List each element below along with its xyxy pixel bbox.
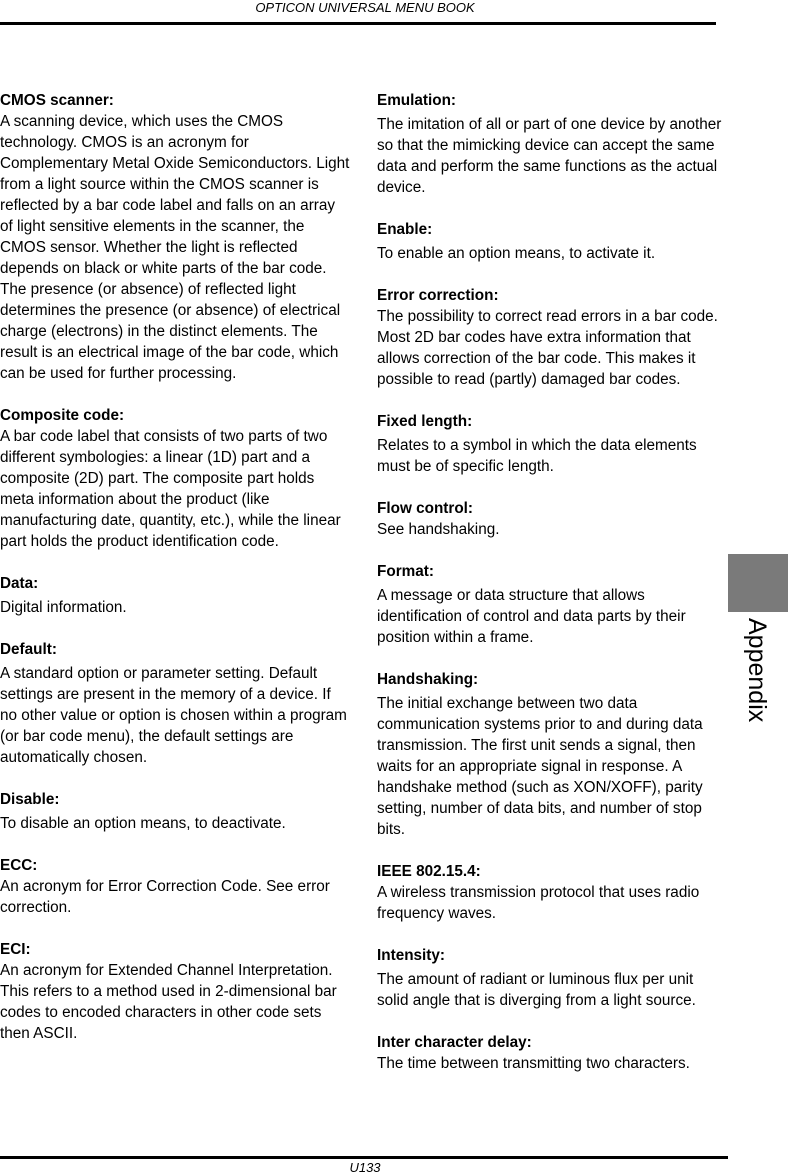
glossary-term: Format: — [377, 563, 434, 580]
glossary-entry-flow-control — [377, 498, 727, 540]
glossary-definition: The initial exchange between two data communication systems prior to and during data transmission. The first unit sends a signal, then waits for an appropriate signal in response. A handshake method (such as XON/XOFF), parity setting, number of data bits, and number of stop bits. — [377, 695, 703, 838]
glossary-term: IEEE 802.15.4: — [377, 863, 481, 880]
glossary-definition: An acronym for Error Correction Code. See error correction. — [0, 878, 330, 916]
glossary-term: Enable: — [377, 221, 433, 238]
glossary-entry-ieee-802-15-4 — [377, 861, 727, 924]
glossary-definition: Relates to a symbol in which the data elements must be of specific length. — [377, 437, 697, 475]
glossary-definition: A standard option or parameter setting. Default settings are present in the memory of a device. If no other value or option is chosen within a program (or bar code menu), the default settings are automatically chosen. — [0, 665, 347, 766]
glossary-term: Error correction: — [377, 287, 499, 304]
glossary-definition: To disable an option means, to deactivate. — [0, 815, 286, 832]
appendix-side-label: Appendix — [743, 618, 771, 723]
glossary-term: Intensity: — [377, 947, 445, 964]
glossary-entry-composite-code — [0, 405, 350, 552]
glossary-entry-intensity — [377, 945, 727, 1011]
glossary-term: Data: — [0, 575, 39, 592]
glossary-definition: An acronym for Extended Channel Interpretation. This refers to a method used in 2-dimensional bar codes to encoded characters in other code sets then ASCII. — [0, 962, 337, 1042]
glossary-right-column — [377, 90, 727, 1095]
glossary-term: Emulation: — [377, 92, 457, 109]
glossary-definition: The amount of radiant or luminous flux per unit solid angle that is diverging from a light source. — [377, 971, 696, 1009]
glossary-term: Fixed length: — [377, 413, 473, 430]
page-number: U133 — [349, 1160, 381, 1175]
glossary-definition: A bar code label that consists of two parts of two different symbologies: a linear (1D) part and a composite (2D) part. The composite part holds meta information about the product (like manufacturing date, quantity, etc.), while the linear part holds the product identification code. — [0, 428, 341, 550]
glossary-term: Inter character delay: — [377, 1034, 532, 1051]
glossary-definition: The possibility to correct read errors in a bar code. Most 2D bar codes have extra information that allows correction of the bar code. This makes it possible to read (partly) damaged bar codes. — [377, 308, 718, 388]
header-title: OPTICON UNIVERSAL MENU BOOK — [255, 0, 475, 15]
glossary-definition: The time between transmitting two characters. — [377, 1055, 690, 1072]
glossary-entry-data — [0, 573, 350, 618]
glossary-entry-handshaking — [377, 669, 727, 840]
glossary-definition: See handshaking. — [377, 521, 500, 538]
glossary-entry-ecc — [0, 855, 350, 918]
glossary-entry-error-correction — [377, 285, 727, 390]
glossary-entry-eci — [0, 939, 350, 1044]
glossary-term: CMOS scanner: — [0, 92, 114, 109]
glossary-term: Default: — [0, 641, 57, 658]
glossary-definition: The imitation of all or part of one device by another so that the mimicking device can accept the same data and perform the same functions as the actual device. — [377, 116, 722, 196]
glossary-definition: A wireless transmission protocol that uses radio frequency waves. — [377, 884, 700, 922]
glossary-definition: To enable an option means, to activate it. — [377, 245, 656, 262]
glossary-entry-default — [0, 639, 350, 768]
glossary-definition: Digital information. — [0, 599, 127, 616]
glossary-term: ECI: — [0, 941, 31, 958]
glossary-term: Handshaking: — [377, 671, 479, 688]
glossary-entry-format — [377, 561, 727, 648]
footer-rule — [0, 1156, 728, 1159]
glossary-entry-disable — [0, 789, 350, 834]
glossary-entry-fixed-length — [377, 411, 727, 477]
glossary-term: Composite code: — [0, 407, 125, 424]
glossary-term: Flow control: — [377, 500, 474, 517]
glossary-term: ECC: — [0, 857, 38, 874]
glossary-entry-emulation — [377, 90, 727, 198]
appendix-side-tab — [728, 554, 788, 612]
glossary-entry-enable — [377, 219, 727, 264]
header-rule — [0, 22, 716, 25]
glossary-left-column — [0, 90, 350, 1065]
glossary-entry-cmos-scanner — [0, 90, 350, 384]
glossary-definition: A message or data structure that allows identification of control and data parts by their position within a frame. — [377, 587, 686, 646]
glossary-entry-inter-character-delay — [377, 1032, 727, 1074]
glossary-term: Disable: — [0, 791, 60, 808]
glossary-definition: A scanning device, which uses the CMOS technology. CMOS is an acronym for Complementary Metal Oxide Semiconductors. Light from a light source within the CMOS scanner is reflected by a bar code label and falls on an array of light sensitive elements in the scanner, the CMOS sensor. Whether the light is reflected depends on black or white parts of the bar code. The presence (or absence) of reflected light determines the presence (or absence) of electrical charge (electrons) in the distinct elements. The result is an electrical image of the bar code, which can be used for further processing. — [0, 113, 350, 382]
